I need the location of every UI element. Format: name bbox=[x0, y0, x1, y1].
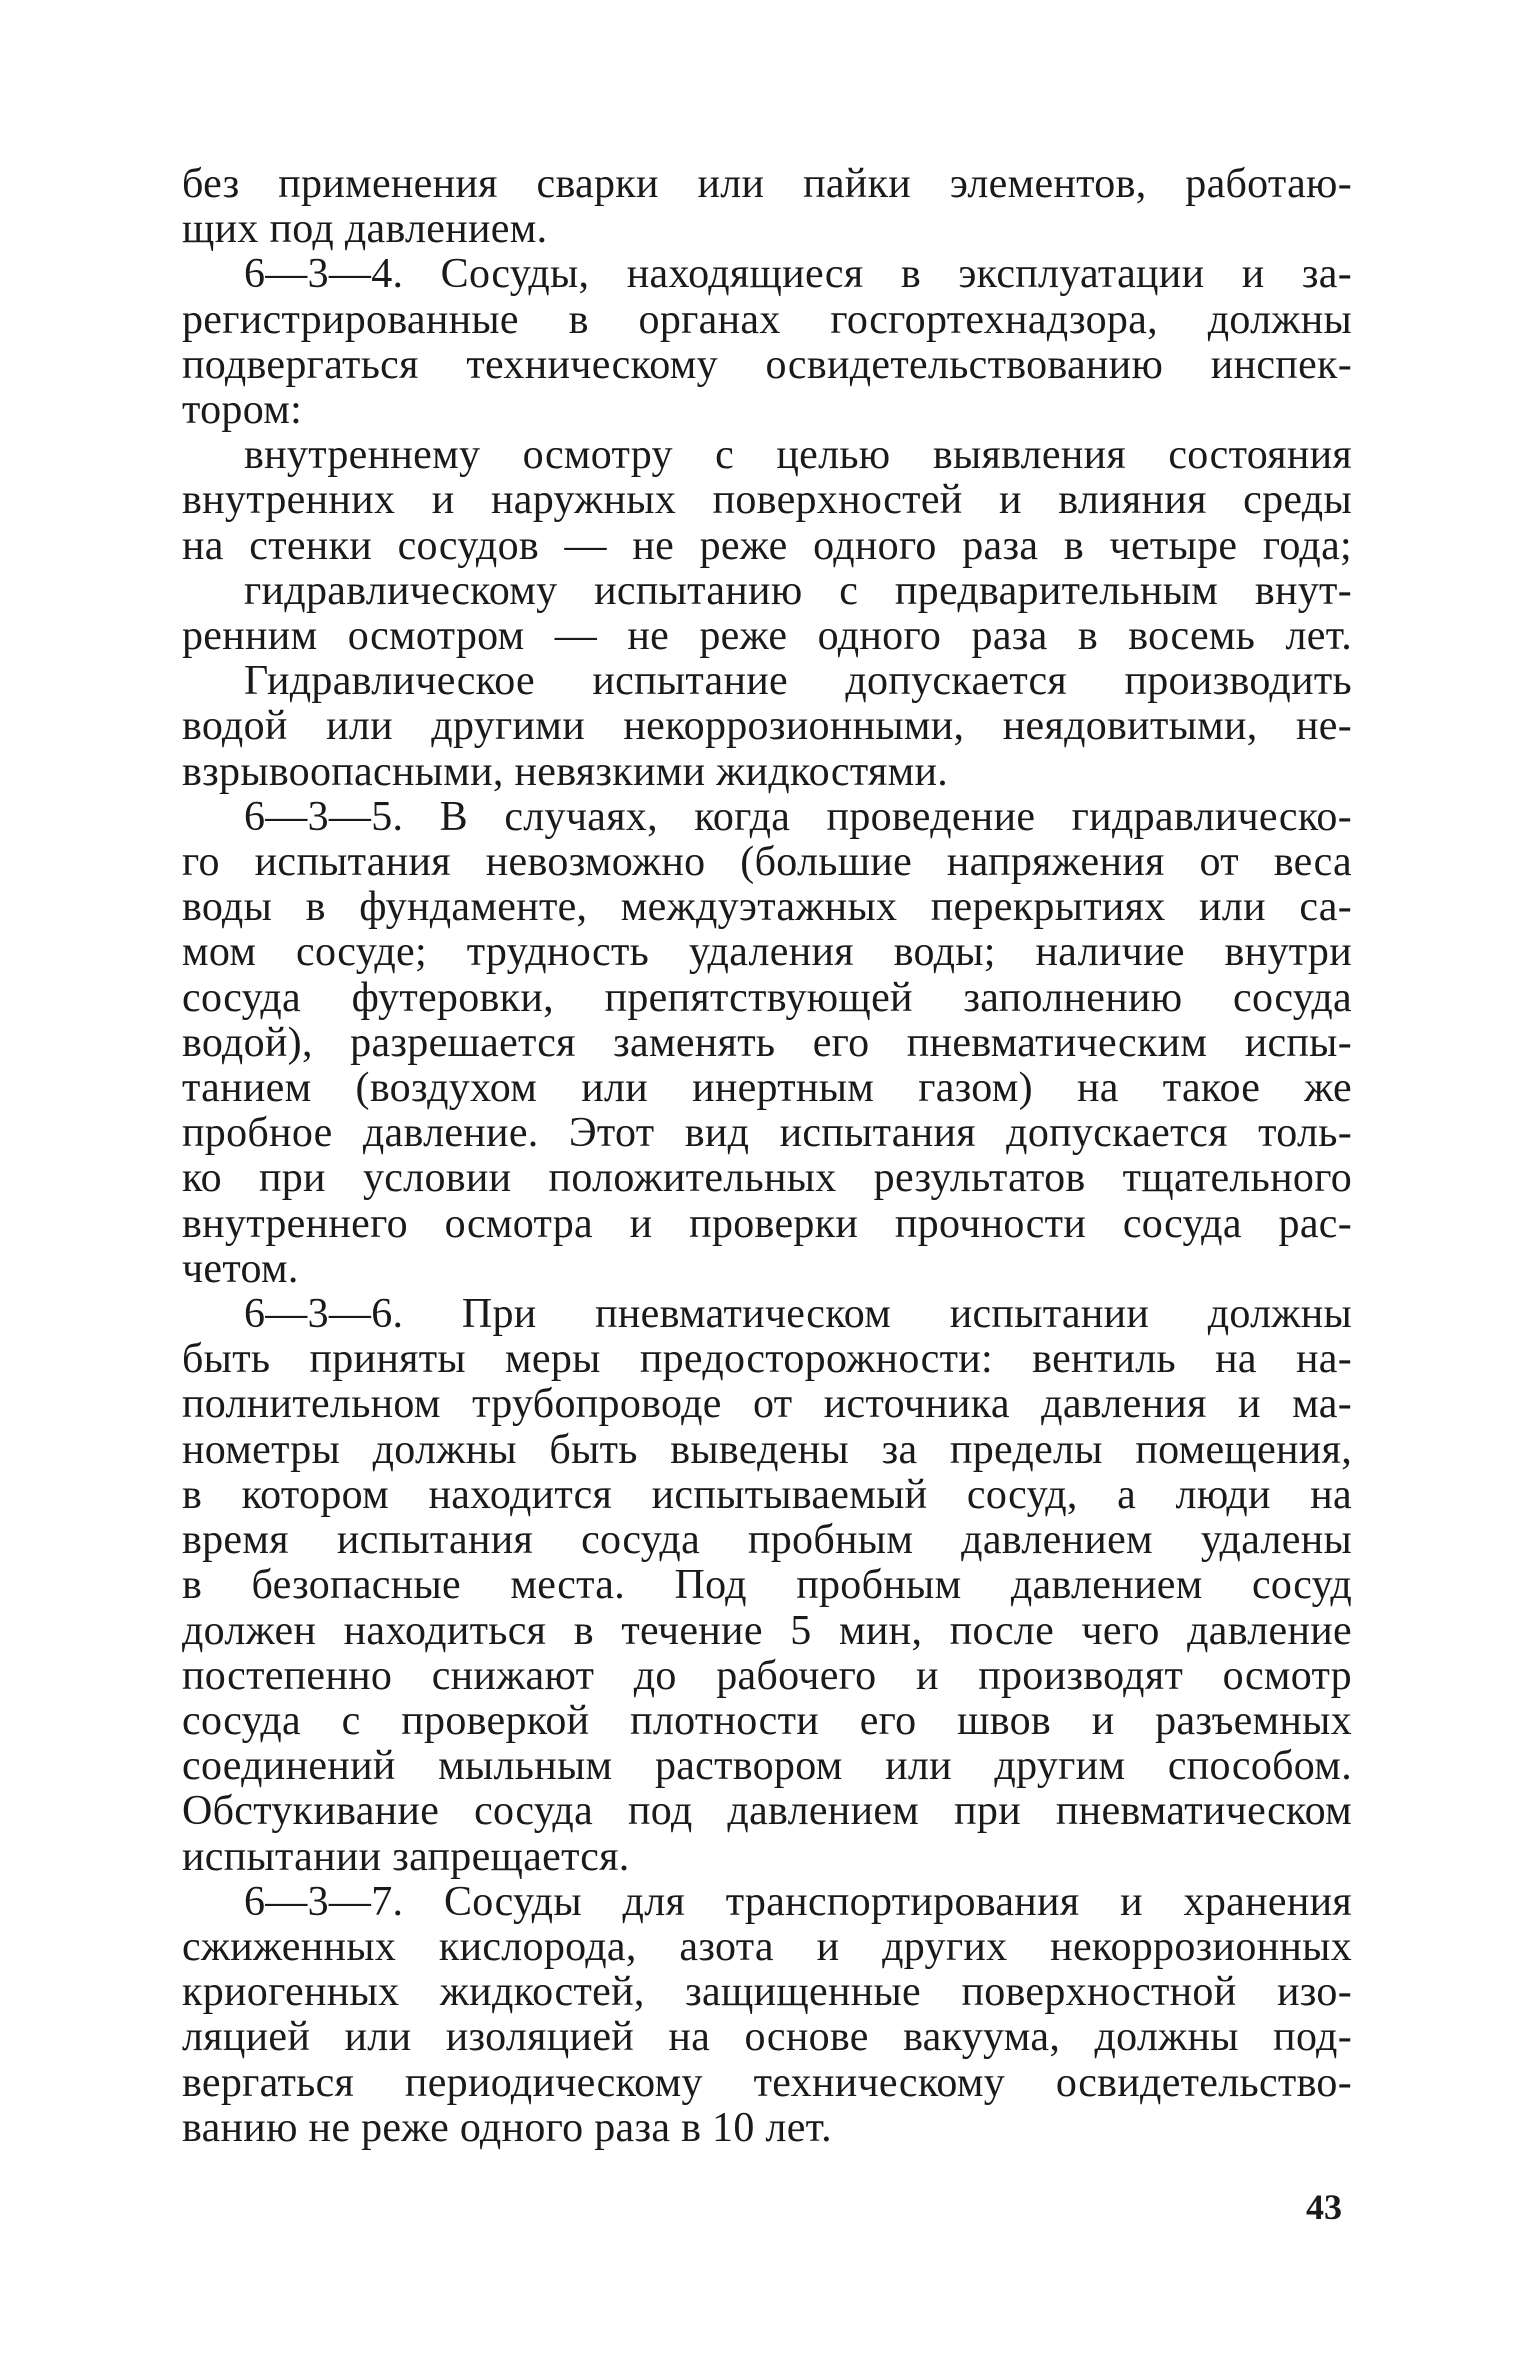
text-line: го испытания невозможно (большие напряжения от веса bbox=[182, 840, 1352, 886]
text-line: регистрированные в органах госгортехнадзора, должны bbox=[182, 297, 1352, 343]
text-line: щих под давлением. bbox=[182, 207, 548, 253]
text-line: ванию не реже одного раза в 10 лет. bbox=[182, 2105, 832, 2151]
text-line: мом сосуде; трудность удаления воды; наличие внутри bbox=[182, 930, 1352, 976]
text-line: внутреннему осмотру с целью выявления состояния bbox=[244, 433, 1352, 479]
text-line: четом. bbox=[182, 1246, 299, 1292]
text-line: вергаться периодическому техническому освидетельство- bbox=[182, 2060, 1352, 2106]
text-line: полнительном трубопроводе от источника давления и ма- bbox=[182, 1382, 1352, 1428]
text-line: испытании запрещается. bbox=[182, 1834, 630, 1880]
text-line: Гидравлическое испытание допускается производить bbox=[244, 659, 1352, 705]
text-line: воды в фундаменте, междуэтажных перекрытиях или са- bbox=[182, 885, 1352, 931]
text-line: водой), разрешается заменять его пневматическим испы- bbox=[182, 1020, 1352, 1066]
text-line: пробное давление. Этот вид испытания допускается толь- bbox=[182, 1111, 1352, 1157]
text-line: в безопасные места. Под пробным давлением сосуд bbox=[182, 1563, 1352, 1609]
body-text bbox=[182, 162, 1352, 2151]
text-line: должен находиться в течение 5 мин, после чего давление bbox=[182, 1608, 1352, 1654]
text-line: подвергаться техническому освидетельствованию инспек- bbox=[182, 342, 1352, 388]
text-line: без применения сварки или пайки элементов, работаю- bbox=[182, 162, 1352, 207]
text-line: 6—3—4. Сосуды, находящиеся в эксплуатации и за- bbox=[244, 252, 1352, 298]
text-line: 6—3—6. При пневматическом испытании должны bbox=[244, 1292, 1352, 1338]
text-line: криогенных жидкостей, защищенные поверхностной изо- bbox=[182, 1970, 1352, 2016]
text-line: внутреннего осмотра и проверки прочности сосуда рас- bbox=[182, 1201, 1352, 1247]
text-line: сосуда с проверкой плотности его швов и разъемных bbox=[182, 1698, 1352, 1744]
text-line: в котором находится испытываемый сосуд, а люди на bbox=[182, 1472, 1352, 1518]
text-line: взрывоопасными, невязкими жидкостями. bbox=[182, 749, 949, 795]
text-line: нометры должны быть выведены за пределы помещения, bbox=[182, 1427, 1352, 1473]
text-line: на стенки сосудов — не реже одного раза в четыре года; bbox=[182, 523, 1352, 569]
text-line: 6—3—5. В случаях, когда проведение гидравлическо- bbox=[244, 794, 1352, 840]
text-line: водой или другими некоррозионными, неядовитыми, не- bbox=[182, 704, 1352, 750]
text-line: внутренних и наружных поверхностей и влияния среды bbox=[182, 478, 1352, 524]
page-number: 43 bbox=[1306, 2187, 1342, 2227]
text-line: тором: bbox=[182, 388, 303, 434]
text-line: ко при условии положительных результатов тщательного bbox=[182, 1156, 1352, 1202]
text-line: ляцией или изоляцией на основе вакуума, должны под- bbox=[182, 2015, 1352, 2061]
text-line: постепенно снижают до рабочего и производят осмотр bbox=[182, 1653, 1352, 1699]
text-line: время испытания сосуда пробным давлением удалены bbox=[182, 1518, 1352, 1564]
text-line: сосуда футеровки, препятствующей заполнению сосуда bbox=[182, 975, 1352, 1021]
text-line: гидравлическому испытанию с предварительным внут- bbox=[244, 568, 1352, 614]
text-line: 6—3—7. Сосуды для транспортирования и хранения bbox=[244, 1879, 1352, 1925]
text-line: сжиженных кислорода, азота и других некоррозионных bbox=[182, 1924, 1352, 1970]
text-line: Обстукивание сосуда под давлением при пневматическом bbox=[182, 1789, 1352, 1835]
text-line: ренним осмотром — не реже одного раза в восемь лет. bbox=[182, 614, 1352, 660]
text-line: танием (воздухом или инертным газом) на такое же bbox=[182, 1066, 1352, 1112]
text-line: быть приняты меры предосторожности: вентиль на на- bbox=[182, 1337, 1352, 1383]
text-line: соединений мыльным раствором или другим способом. bbox=[182, 1744, 1352, 1790]
